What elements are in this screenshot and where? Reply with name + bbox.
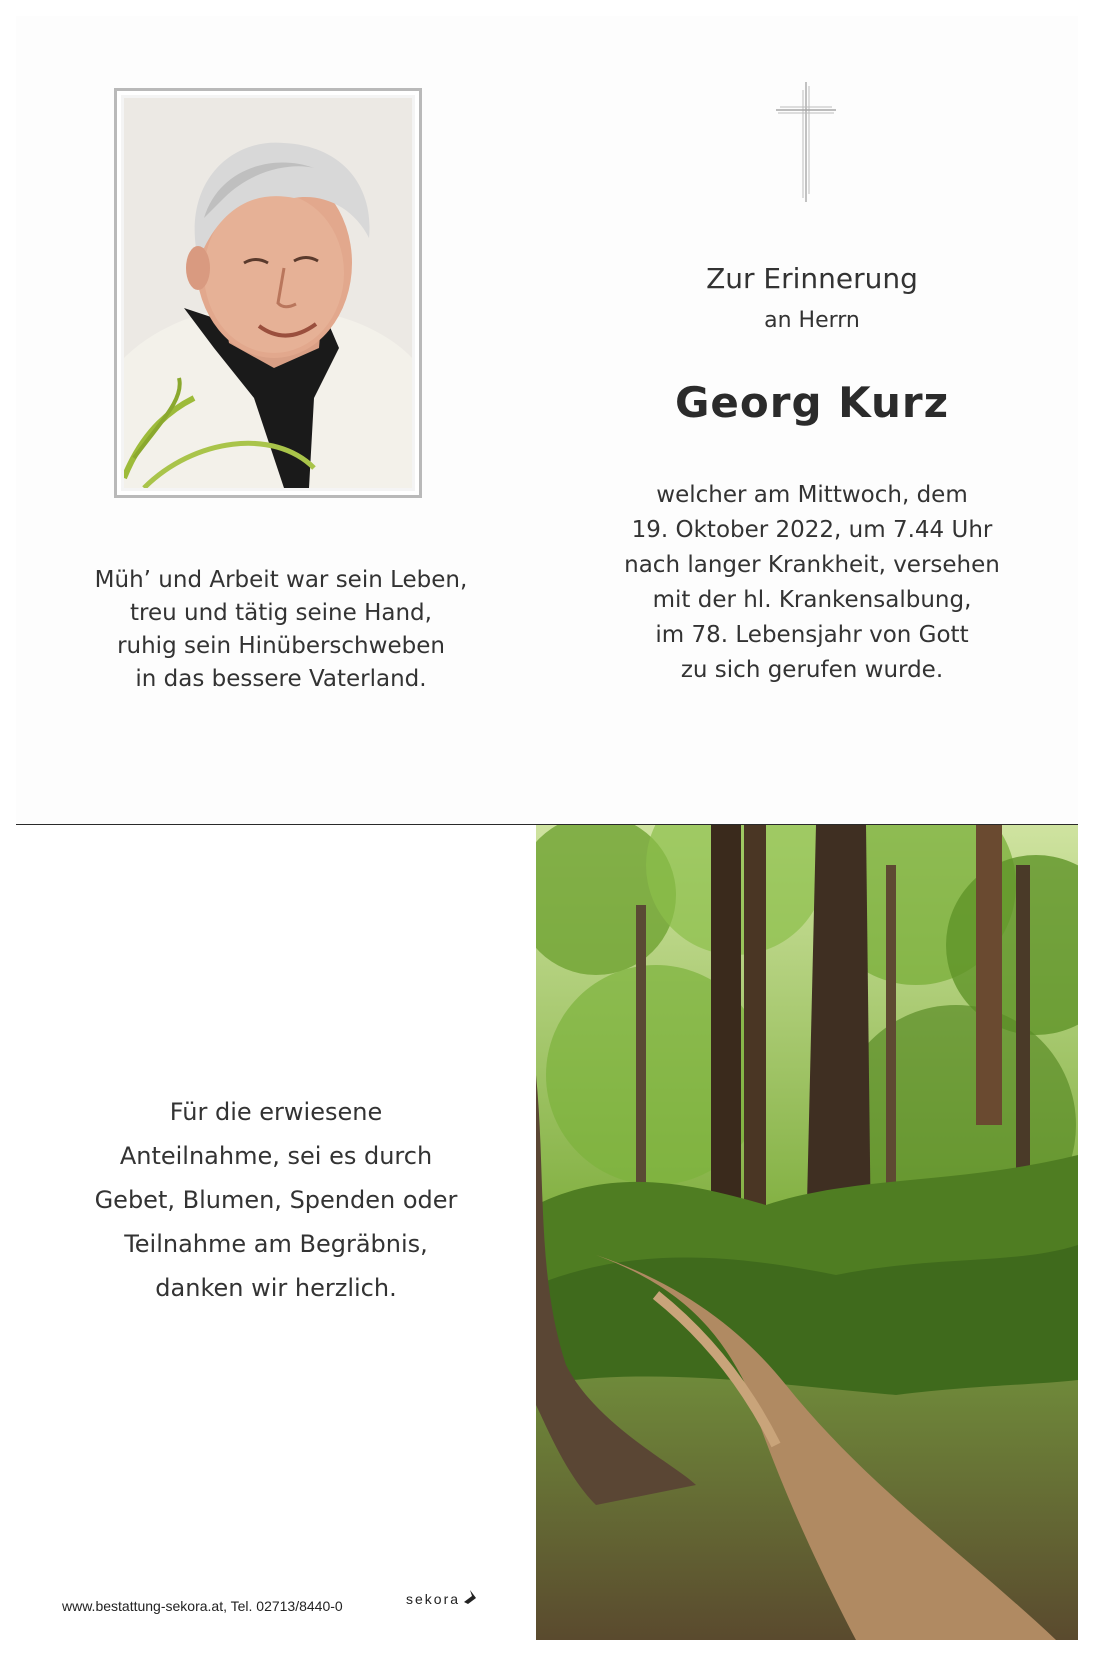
thanks-line: Gebet, Blumen, Spenden oder: [94, 1186, 458, 1214]
subheading: an Herrn: [764, 308, 860, 333]
notice-line: nach langer Krankheit, versehen: [624, 552, 1000, 578]
notice-line: im 78. Lebensjahr von Gott: [655, 622, 969, 648]
portrait-image: [124, 98, 412, 488]
forest-illustration: [536, 825, 1078, 1640]
card-front-left: [16, 16, 546, 824]
notice-line: 19. Oktober 2022, um 7.44 Uhr: [631, 517, 993, 543]
forest-image: [536, 825, 1078, 1640]
poem-line: in das bessere Vaterland.: [135, 666, 427, 692]
footer-contact: www.bestattung-sekora.at, Tel. 02713/8440-0: [62, 1598, 343, 1614]
card-front-right: [546, 16, 1078, 824]
thanks-text: [16, 1090, 536, 1310]
portrait-photo: [114, 88, 422, 498]
bird-logo-icon: [462, 1586, 542, 1626]
thanks-line: Für die erwiesene: [169, 1098, 383, 1126]
brand-name: sekora: [406, 1591, 461, 1607]
notice-line: mit der hl. Krankensalbung,: [652, 587, 972, 613]
memorial-poem: [16, 564, 546, 696]
thanks-line: danken wir herzlich.: [155, 1274, 397, 1302]
thanks-line: Teilnahme am Begräbnis,: [124, 1230, 428, 1258]
deceased-name: Georg Kurz: [674, 378, 950, 427]
cross-icon: [774, 80, 838, 204]
notice-line: welcher am Mittwoch, dem: [656, 482, 968, 508]
death-notice: [546, 478, 1078, 688]
thanks-line: Anteilnahme, sei es durch: [119, 1142, 433, 1170]
poem-line: treu und tätig seine Hand,: [130, 600, 432, 626]
poem-line: ruhig sein Hinüberschweben: [117, 633, 445, 659]
heading: Zur Erinnerung: [706, 262, 918, 295]
notice-line: zu sich gerufen wurde.: [680, 657, 944, 683]
poem-line: Müh’ und Arbeit war sein Leben,: [94, 567, 468, 593]
